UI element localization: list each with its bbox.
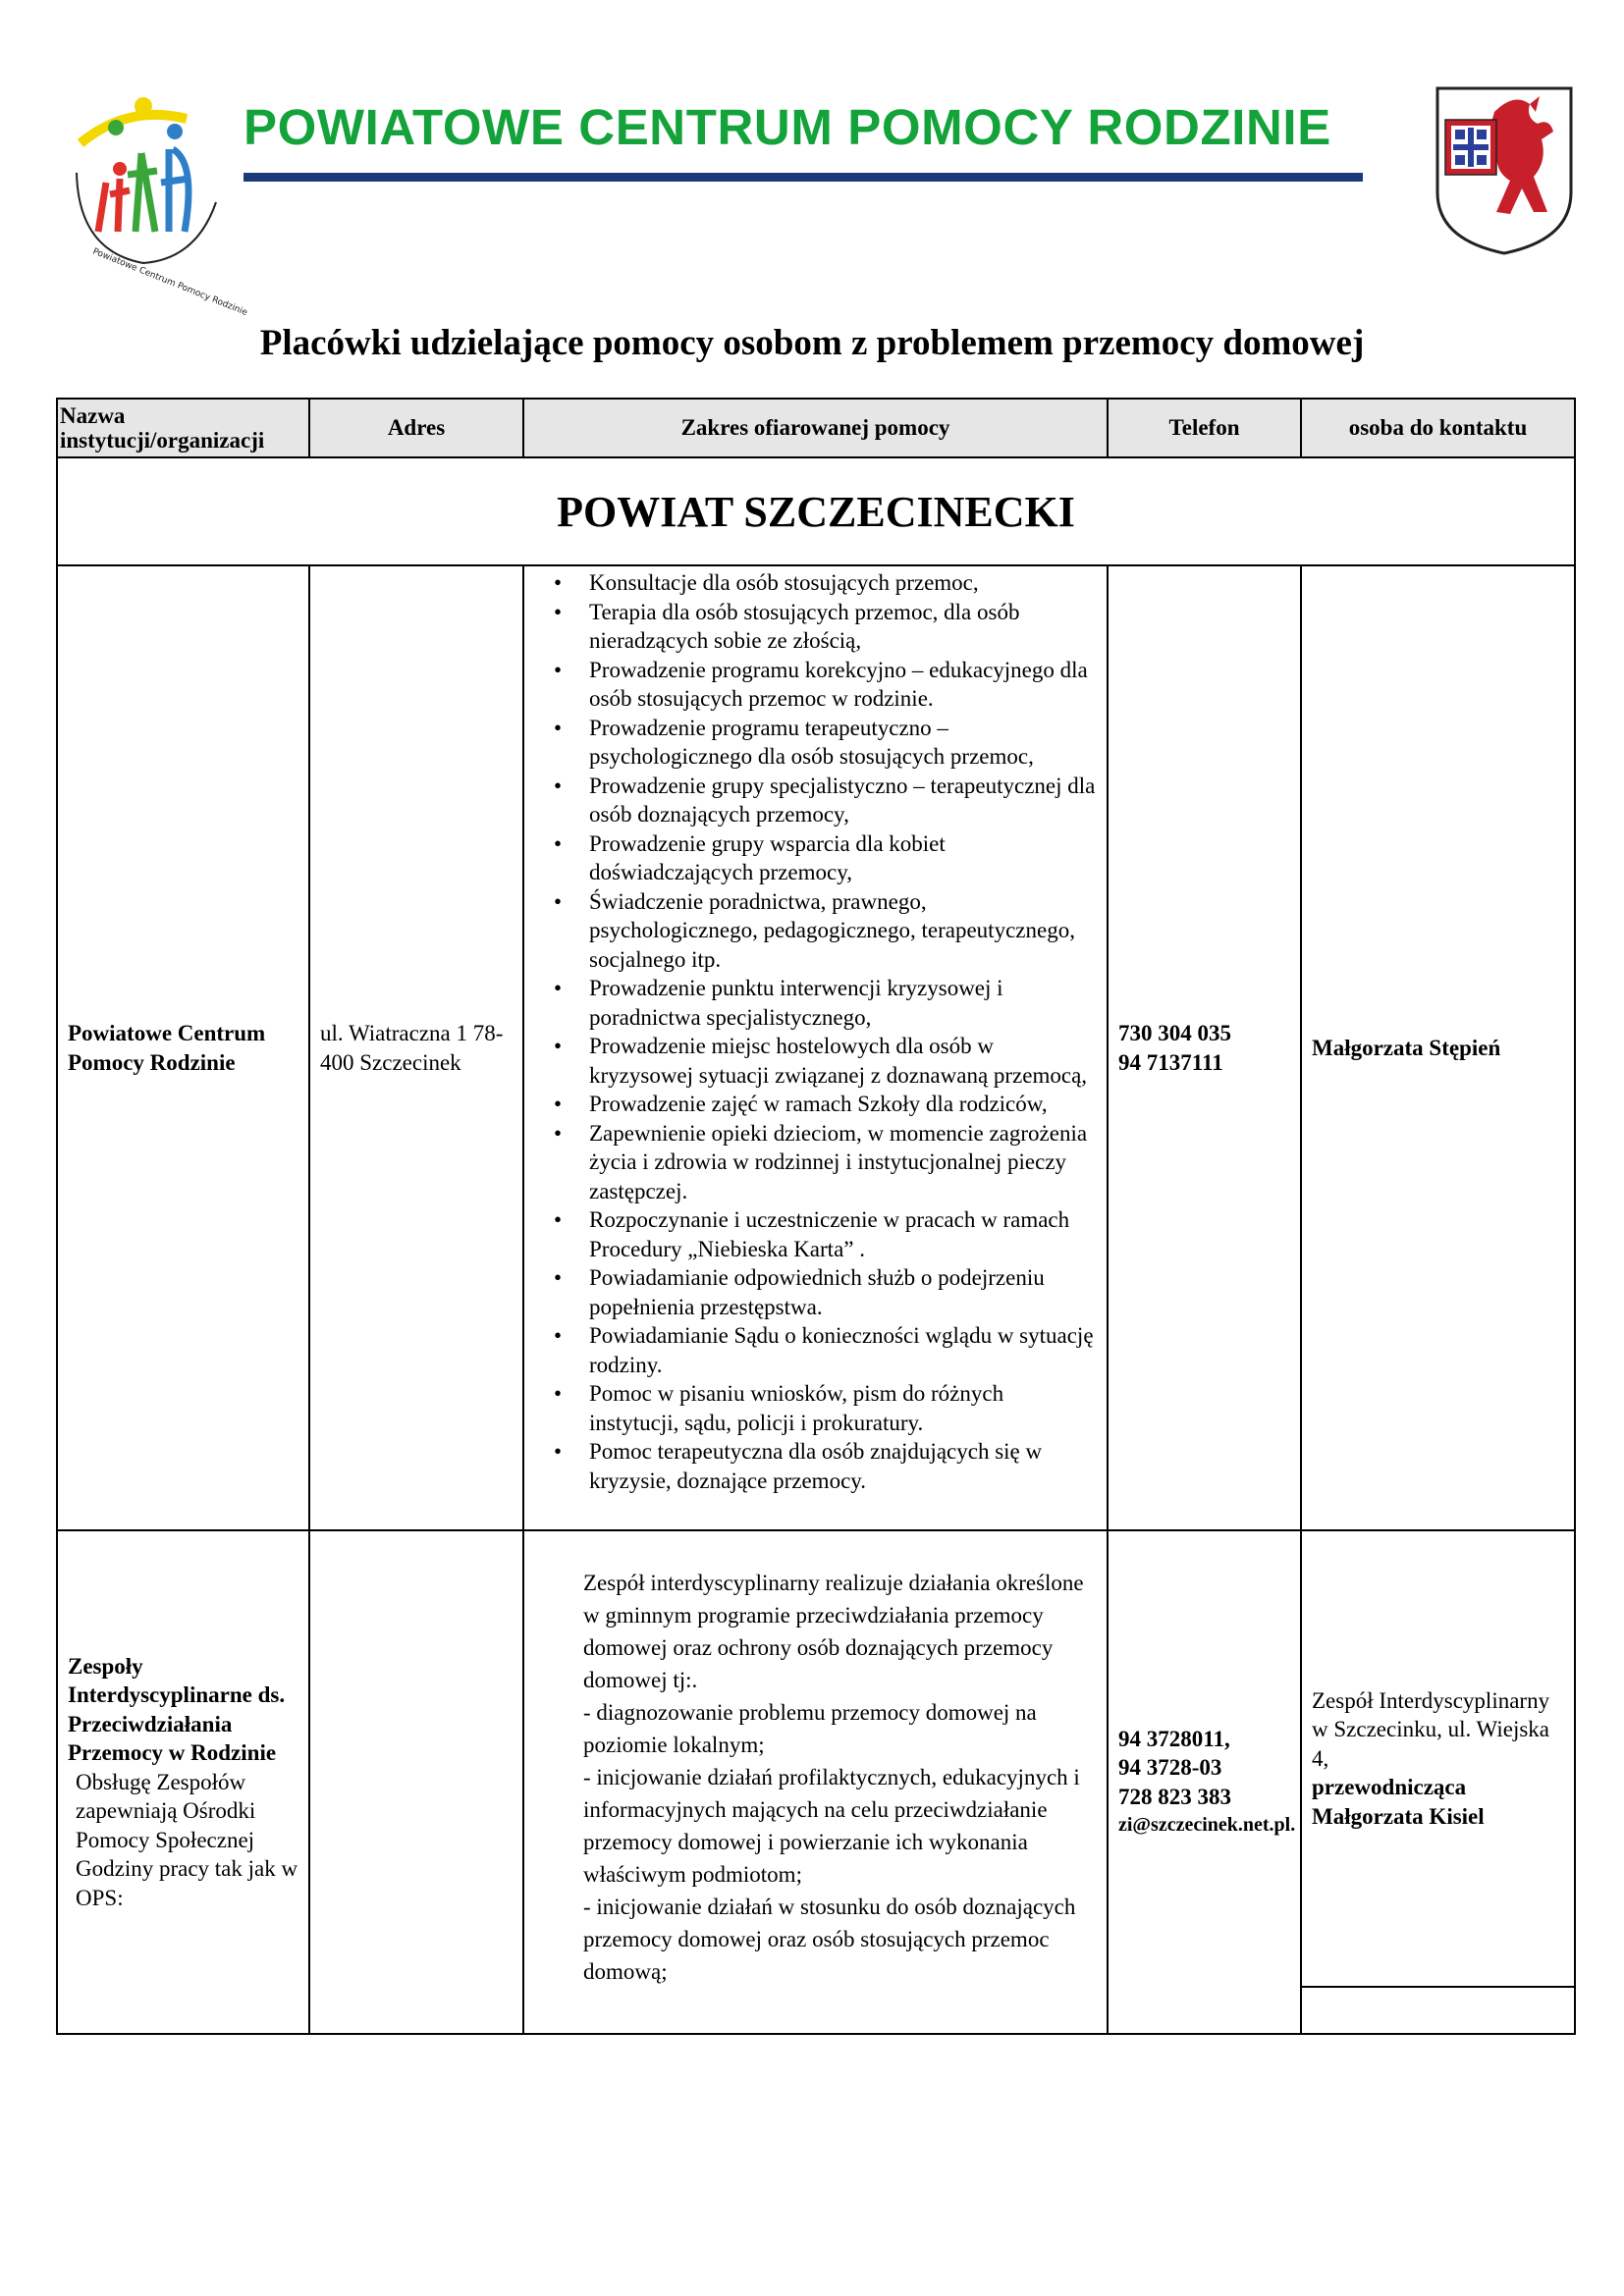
help-scope-cell — [523, 1530, 1108, 2034]
institutions-table — [56, 398, 1574, 2035]
institution-address: ul. Wiatraczna 1 78-400 Szczecinek — [309, 565, 523, 1530]
contact-role: przewodnicząca — [1312, 1775, 1467, 1800]
region-heading: POWIAT SZCZECINECKI — [57, 457, 1575, 565]
list-item: • Prowadzenie punktu interwencji kryzysowej i poradnictwa specjalistycznego, — [589, 974, 1097, 1032]
institution-note: Obsługę Zespołów zapewniają Ośrodki Pomocy Społecznej Godziny pracy tak jak w OPS: — [76, 1769, 298, 1910]
phone-number: 94 3728-03 — [1118, 1755, 1222, 1780]
contact-person: Małgorzata Stępień — [1301, 565, 1575, 1530]
list-item: • Prowadzenie programu terapeutyczno – psychologicznego dla osób stosujących przemoc, — [589, 714, 1097, 772]
list-item: • Prowadzenie grupy wsparcia dla kobiet doświadczających przemocy, — [589, 829, 1097, 887]
list-item: - inicjowanie działań profilaktycznych, edukacyjnych i informacyjnych mających na celu przeciwdziałanie przemocy domowej i powierzanie ich wykonania właściwym podmiotom; — [583, 1765, 1080, 1887]
contact-cell — [1301, 1530, 1575, 1987]
column-header-contact: osoba do kontaktu — [1301, 399, 1575, 457]
list-item: - diagnozowanie problemu przemocy domowej na poziomie lokalnym; — [583, 1700, 1037, 1757]
list-item: • Prowadzenie programu korekcyjno – edukacyjnego dla osób stosujących przemoc w rodzinie. — [589, 656, 1097, 714]
list-item: • Powiadamianie odpowiednich służb o podejrzeniu popełnienia przestępstwa. — [589, 1263, 1097, 1321]
contact-person: Małgorzata Kisiel — [1312, 1803, 1485, 1829]
institution-name: Zespoły Interdyscyplinarne ds. Przeciwdziałania Przemocy w Rodzinie — [68, 1653, 286, 1766]
column-header-help-scope: Zakres ofiarowanej pomocy — [523, 399, 1108, 457]
email-link[interactable]: zi@szczecinek.net.pl. — [1118, 1814, 1296, 1836]
list-item: • Zapewnienie opieki dzieciom, w momencie zagrożenia życia i zdrowia w rodzinnej i instytucjonalnej pieczy zastępczej. — [589, 1119, 1097, 1206]
header-divider — [244, 173, 1363, 182]
phone-cell — [1108, 1530, 1301, 2034]
column-header-address: Adres — [309, 399, 523, 457]
phone-number: 94 7137111 — [1118, 1049, 1223, 1075]
list-item: • Terapia dla osób stosujących przemoc, dla osób nieradzących sobie ze złością, — [589, 598, 1097, 656]
list-item: • Powiadamianie Sądu o konieczności wglądu w sytuację rodziny. — [589, 1321, 1097, 1379]
table-header-row — [57, 399, 1575, 457]
phone-number: 94 3728011, — [1118, 1726, 1230, 1751]
list-item: • Prowadzenie miejsc hostelowych dla osób w kryzysowej sytuacji związanej z doznawaną przemocą, — [589, 1032, 1097, 1090]
phone-number: 730 304 035 — [1118, 1021, 1231, 1045]
institution-name: Powiatowe Centrum Pomocy Rodzinie — [57, 565, 309, 1530]
list-item: • Prowadzenie grupy specjalistyczno – terapeutycznej dla osób doznających przemocy, — [589, 772, 1097, 829]
institution-name-cell — [57, 1530, 309, 2034]
logo-text: Powiatowe Centrum Pomocy Rodzinie — [90, 246, 249, 319]
family-figures-logo-icon — [59, 84, 249, 319]
list-item: • Świadczenie poradnictwa, prawnego, psychologicznego, pedagogicznego, terapeutycznego, socjalnego itp. — [589, 887, 1097, 975]
phone-number: 728 823 383 — [1118, 1784, 1231, 1809]
column-header-phone: Telefon — [1108, 399, 1301, 457]
institution-address — [309, 1530, 523, 2034]
contact-address: Zespół Interdyscyplinarny w Szczecinku, ul. Wiejska 4, — [1312, 1687, 1550, 1771]
list-item: - inicjowanie działań w stosunku do osób doznających przemocy domowej oraz osób stosujących przemoc domową; — [583, 1895, 1076, 1984]
region-row — [57, 457, 1575, 565]
column-header-name: Nazwa instytucji/organizacji — [57, 399, 309, 457]
list-item: • Rozpoczynanie i uczestniczenie w pracach w ramach Procedury „Niebieska Karta” . — [589, 1205, 1097, 1263]
table-row — [57, 1530, 1575, 1987]
header-title: POWIATOWE CENTRUM POMOCY RODZINIE — [244, 99, 1331, 155]
griffin-coat-of-arms-icon — [1432, 82, 1577, 257]
list-item: • Konsultacje dla osób stosujących przemoc, — [589, 568, 1097, 598]
help-intro: Zespół interdyscyplinarny realizuje działania określone w gminnym programie przeciwdziałania przemocy domowej oraz ochrony osób doznających przemocy domowej tj:. — [583, 1571, 1084, 1692]
list-item: • Pomoc w pisaniu wniosków, pism do różnych instytucji, sądu, policji i prokuratury. — [589, 1379, 1097, 1437]
table-row — [57, 565, 1575, 1530]
empty-contact-cell — [1301, 1987, 1575, 2034]
list-item: • Prowadzenie zajęć w ramach Szkoły dla rodziców, — [589, 1090, 1097, 1119]
phone-cell — [1108, 565, 1301, 1530]
help-list — [534, 568, 1097, 1495]
list-item: • Pomoc terapeutyczna dla osób znajdujących się w kryzysie, doznające przemocy. — [589, 1437, 1097, 1495]
document-title: Placówki udzielające pomocy osobom z problemem przemocy domowej — [259, 323, 1365, 363]
help-scope-cell — [523, 565, 1108, 1530]
